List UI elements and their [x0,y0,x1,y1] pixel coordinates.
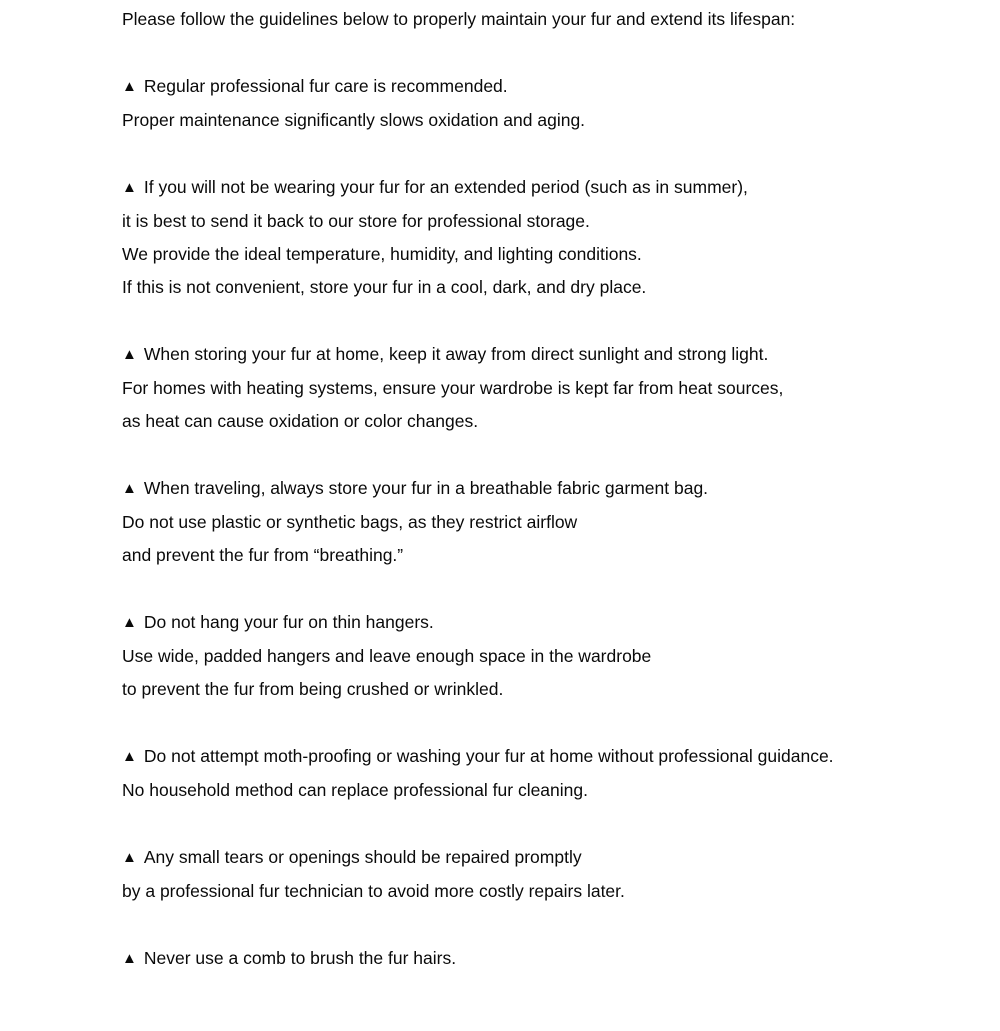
guideline-line [122,942,940,976]
guideline-line [122,338,940,372]
guideline-line [122,539,940,572]
guideline-line [122,673,940,706]
guideline-item [122,171,940,304]
guideline-text: by a professional fur technician to avoid more costly repairs later. [122,881,625,901]
triangle-bullet-icon: ▲ [122,179,137,196]
guideline-text: We provide the ideal temperature, humidity, and lighting conditions. [122,244,642,264]
triangle-bullet-icon: ▲ [122,614,137,631]
guideline-text: as heat can cause oxidation or color changes. [122,411,479,431]
guideline-text: Proper maintenance significantly slows oxidation and aging. [122,110,586,130]
guideline-line [122,171,940,205]
guideline-line [122,472,940,506]
guideline-line [122,774,940,807]
guideline-line [122,238,940,271]
triangle-bullet-icon: ▲ [122,78,137,95]
guideline-line [122,271,940,304]
triangle-bullet-icon: ▲ [122,346,137,363]
guideline-text: Do not use plastic or synthetic bags, as they restrict airflow [122,512,578,532]
triangle-bullet-icon: ▲ [122,748,137,765]
guideline-text: Do not attempt moth-proofing or washing your fur at home without professional guidance. [143,746,834,766]
guideline-item [122,740,940,807]
guideline-text: Do not hang your fur on thin hangers. [143,612,434,632]
guideline-line [122,740,940,774]
guideline-item [122,606,940,706]
guideline-line [122,104,940,137]
guideline-line [122,405,940,438]
guideline-text: For homes with heating systems, ensure your wardrobe is kept far from heat sources, [122,378,784,398]
guidelines-list [122,70,940,976]
guideline-text: When storing your fur at home, keep it away from direct sunlight and strong light. [143,344,769,364]
guideline-item [122,338,940,438]
guideline-text: to prevent the fur from being crushed or wrinkled. [122,679,504,699]
guideline-item [122,942,940,976]
guideline-text: Regular professional fur care is recommended. [143,76,508,96]
guideline-text: it is best to send it back to our store for professional storage. [122,211,590,231]
guideline-line [122,205,940,238]
guideline-text: and prevent the fur from “breathing.” [122,545,404,565]
guideline-line [122,506,940,539]
guideline-line [122,841,940,875]
intro-text: Please follow the guidelines below to properly maintain your fur and extend its lifespan: [122,9,796,29]
guideline-item [122,472,940,572]
guideline-line [122,606,940,640]
guideline-item [122,70,940,137]
guideline-line [122,372,940,405]
triangle-bullet-icon: ▲ [122,480,137,497]
guideline-text: Never use a comb to brush the fur hairs. [143,948,457,968]
guideline-line [122,640,940,673]
guideline-item [122,841,940,908]
guideline-line [122,875,940,908]
guideline-text: If you will not be wearing your fur for an extended period (such as in summer), [143,177,748,197]
guideline-text: No household method can replace professional fur cleaning. [122,780,588,800]
guideline-text: Any small tears or openings should be repaired promptly [143,847,582,867]
guideline-line [122,70,940,104]
triangle-bullet-icon: ▲ [122,950,137,967]
triangle-bullet-icon: ▲ [122,849,137,866]
guideline-text: Use wide, padded hangers and leave enough space in the wardrobe [122,646,652,666]
guideline-text: When traveling, always store your fur in a breathable fabric garment bag. [143,478,709,498]
guideline-text: If this is not convenient, store your fur in a cool, dark, and dry place. [122,277,647,297]
